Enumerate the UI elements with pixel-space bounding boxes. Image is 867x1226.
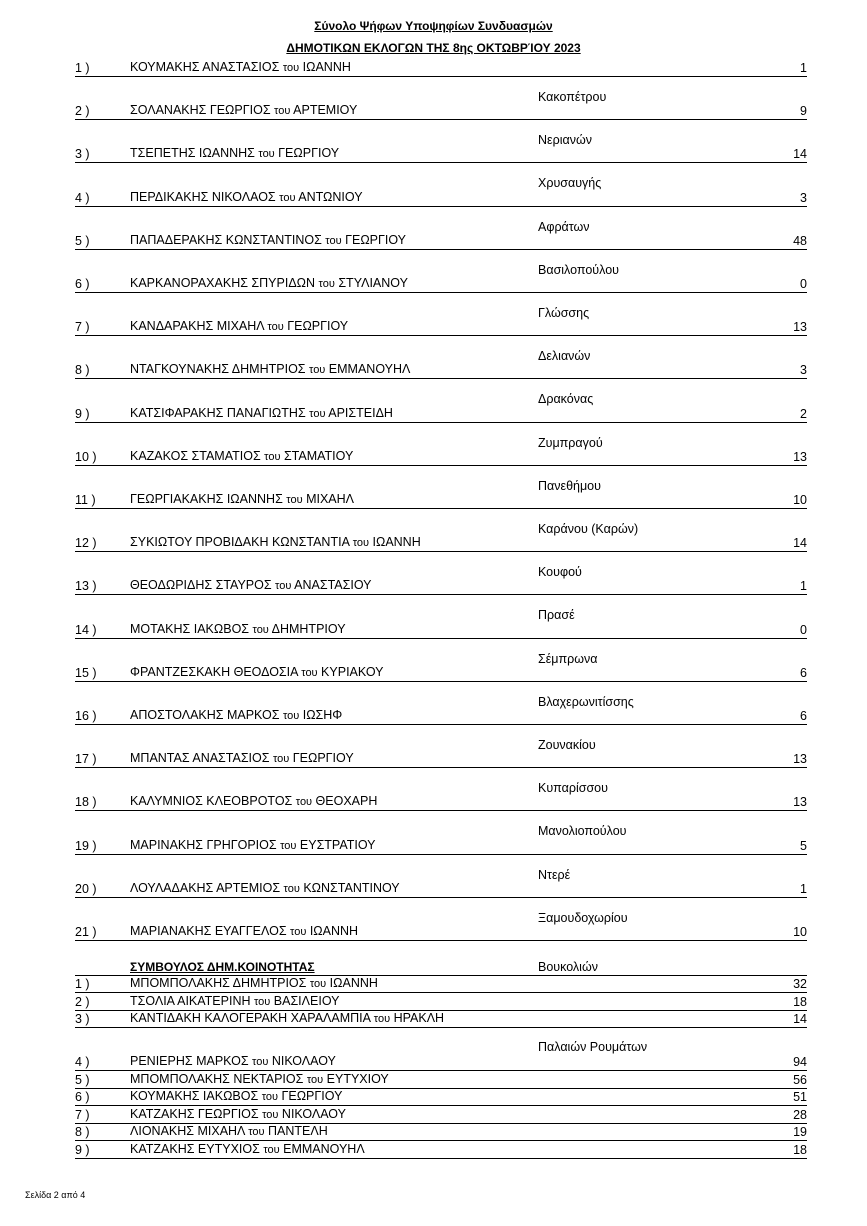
candidate-name: ΠΕΡΔΙΚΑΚΗΣ ΝΙΚΟΛΑΟΣ του ΑΝΤΩΝΙΟΥ xyxy=(130,189,363,204)
vote-count: 19 xyxy=(793,1125,807,1140)
candidate-name: ΦΡΑΝΤΖΕΣΚΑΚΗ ΘΕΟΔΟΣΙΑ του ΚΥΡΙΑΚΟΥ xyxy=(130,664,384,679)
location-label: Μανολιοπούλου xyxy=(538,824,627,839)
table-row xyxy=(75,320,807,336)
location-label: Πανεθήμου xyxy=(538,478,601,493)
table-row xyxy=(75,666,807,682)
candidate-name: ΜΑΡΙΝΑΚΗΣ ΓΡΗΓΟΡΙΟΣ του ΕΥΣΤΡΑΤΙΟΥ xyxy=(130,837,376,852)
vote-count: 14 xyxy=(793,536,807,551)
row-number: 8 ) xyxy=(75,363,90,378)
table-row xyxy=(75,993,807,1011)
vote-count: 14 xyxy=(793,1012,807,1026)
candidate-name: ΤΣΟΛΙΑ ΑΙΚΑΤΕΡΙΝΗ του ΒΑΣΙΛΕΙΟΥ xyxy=(130,993,340,1008)
candidate-name: ΤΣΕΠΕΤΗΣ ΙΩΑΝΝΗΣ του ΓΕΩΡΓΙΟΥ xyxy=(130,146,340,161)
table-row xyxy=(75,277,807,293)
location-label: Αφράτων xyxy=(538,219,590,234)
vote-count: 13 xyxy=(793,449,807,464)
vote-count: 18 xyxy=(793,994,807,1009)
vote-count: 1 xyxy=(800,881,807,896)
row-number: 13 ) xyxy=(75,579,97,594)
vote-count: 3 xyxy=(800,363,807,378)
vote-count: 6 xyxy=(800,665,807,680)
table-row xyxy=(75,1056,807,1071)
vote-count: 6 xyxy=(800,709,807,723)
table-row xyxy=(75,191,807,207)
table-row xyxy=(75,752,807,768)
row-number: 10 ) xyxy=(75,449,97,464)
section-label: ΣΥΜΒΟΥΛΟΣ ΔΗΜ.ΚΟΙΝΟΤΗΤΑΣ xyxy=(130,960,315,974)
candidate-name: ΚΑΝΔΑΡΑΚΗΣ ΜΙΧΑΗΛ του ΓΕΩΡΓΙΟΥ xyxy=(130,319,349,334)
vote-count: 10 xyxy=(793,493,807,507)
candidate-name: ΜΠΟΜΠΟΛΑΚΗΣ ΝΕΚΤΑΡΙΟΣ του ΕΥΤΥΧΙΟΥ xyxy=(130,1071,389,1086)
location-label: Ζυμπραγού xyxy=(538,435,603,450)
table-row xyxy=(75,882,807,898)
row-number: 8 ) xyxy=(75,1125,90,1140)
table-row xyxy=(75,579,807,595)
row-number: 5 ) xyxy=(75,233,90,248)
location-label: Βουκολιών xyxy=(538,960,598,974)
row-number: 9 ) xyxy=(75,406,90,421)
candidate-name: ΡΕΝΙΕΡΗΣ ΜΑΡΚΟΣ του ΝΙΚΟΛΑΟΥ xyxy=(130,1054,336,1068)
location-label: Βασιλοπούλου xyxy=(538,262,619,277)
table-row xyxy=(75,493,807,509)
row-number: 1 ) xyxy=(75,977,90,991)
row-number: 16 ) xyxy=(75,709,97,723)
document-title: Σύνολο Ψήφων Υποψηφίων Συνδυασμών xyxy=(314,19,553,33)
vote-count: 10 xyxy=(793,925,807,939)
vote-count: 28 xyxy=(793,1107,807,1122)
vote-count: 1 xyxy=(800,61,807,75)
table-row xyxy=(75,450,807,466)
row-number: 6 ) xyxy=(75,277,90,291)
vote-count: 51 xyxy=(793,1090,807,1105)
table-row xyxy=(75,795,807,811)
table-row xyxy=(75,363,807,379)
table-row xyxy=(75,1071,807,1089)
location-label: Κυπαρίσσου xyxy=(538,781,608,796)
row-number: 3 ) xyxy=(75,147,90,162)
table-row xyxy=(75,623,807,639)
table-row xyxy=(75,234,807,250)
candidate-name: ΚΟΥΜΑΚΗΣ ΙΑΚΩΒΟΣ του ΓΕΩΡΓΙΟΥ xyxy=(130,1089,343,1104)
vote-count: 13 xyxy=(793,320,807,335)
location-label: Γλώσσης xyxy=(538,306,590,320)
row-number: 4 ) xyxy=(75,1055,90,1069)
table-row xyxy=(75,61,807,77)
candidate-name: ΚΑΡΚΑΝΟΡΑΧΑΚΗΣ ΣΠΥΡΙΔΩΝ του ΣΤΥΛΙΑΝΟΥ xyxy=(130,276,408,290)
row-number: 5 ) xyxy=(75,1072,90,1087)
table-row xyxy=(75,925,807,941)
vote-count: 13 xyxy=(793,752,807,767)
row-number: 11 ) xyxy=(75,493,96,507)
candidate-name: ΓΕΩΡΓΙΑΚΑΚΗΣ ΙΩΑΝΝΗΣ του ΜΙΧΑΗΛ xyxy=(130,492,355,506)
row-number: 12 ) xyxy=(75,536,97,551)
vote-count: 13 xyxy=(793,795,807,810)
candidate-name: ΣΟΛΑΝΑΚΗΣ ΓΕΩΡΓΙΟΣ του ΑΡΤΕΜΙΟΥ xyxy=(130,103,358,118)
location-label: Καράνου (Καρών) xyxy=(538,522,639,536)
vote-count: 9 xyxy=(800,104,807,119)
row-number: 6 ) xyxy=(75,1090,90,1105)
candidate-name: ΛΙΟΝΑΚΗΣ ΜΙΧΑΗΛ του ΠΑΝΤΕΛΗ xyxy=(130,1124,328,1139)
candidate-name: ΜΑΡΙΑΝΑΚΗΣ ΕΥΑΓΓΕΛΟΣ του ΙΩΑΝΝΗ xyxy=(130,924,359,938)
table-row xyxy=(75,536,807,552)
candidate-name: ΚΑΤΣΙΦΑΡΑΚΗΣ ΠΑΝΑΓΙΩΤΗΣ του ΑΡΙΣΤΕΙΔΗ xyxy=(130,405,393,420)
page-footer: Σελίδα 2 από 4 xyxy=(25,1190,86,1200)
candidate-name: ΚΑΖΑΚΟΣ ΣΤΑΜΑΤΙΟΣ του ΣΤΑΜΑΤΙΟΥ xyxy=(130,448,354,463)
row-number: 9 ) xyxy=(75,1143,90,1157)
row-number: 2 ) xyxy=(75,104,90,119)
candidate-name: ΛΟΥΛΑΔΑΚΗΣ ΑΡΤΕΜΙΟΣ του ΚΩΝΣΤΑΝΤΙΝΟΥ xyxy=(130,880,400,895)
vote-count: 94 xyxy=(793,1055,807,1069)
candidate-name: ΚΑΤΖΑΚΗΣ ΕΥΤΥΧΙΟΣ του ΕΜΜΑΝΟΥΗΛ xyxy=(130,1142,365,1156)
vote-count: 56 xyxy=(793,1072,807,1087)
vote-count: 0 xyxy=(800,622,807,637)
vote-count: 2 xyxy=(800,406,807,421)
location-label: Παλαιών Ρουμάτων xyxy=(538,1040,648,1054)
location-label: Δελιανών xyxy=(538,349,591,364)
table-row xyxy=(75,839,807,855)
section-header xyxy=(75,960,807,976)
location-label: Κακοπέτρου xyxy=(538,90,607,104)
candidate-name: ΝΤΑΓΚΟΥΝΑΚΗΣ ΔΗΜΗΤΡΙΟΣ του ΕΜΜΑΝΟΥΗΛ xyxy=(130,362,411,377)
candidate-name: ΣΥΚΙΩΤΟΥ ΠΡΟΒΙΔΑΚΗ ΚΩΝΣΤΑΝΤΙΑ του ΙΩΑΝΝΗ xyxy=(130,535,421,550)
location-label: Βλαχερωνιτίσσης xyxy=(538,694,634,709)
row-number: 4 ) xyxy=(75,190,90,205)
table-row xyxy=(75,407,807,423)
location-label: Πρασέ xyxy=(538,608,575,623)
location-label: Χρυσαυγής xyxy=(538,176,602,191)
candidate-name: ΠΑΠΑΔΕΡΑΚΗΣ ΚΩΝΣΤΑΝΤΙΝΟΣ του ΓΕΩΡΓΙΟΥ xyxy=(130,232,407,247)
vote-count: 5 xyxy=(800,838,807,853)
vote-count: 0 xyxy=(800,277,807,291)
location-label: Ντερέ xyxy=(538,867,571,882)
table-row xyxy=(75,104,807,120)
candidate-name: ΚΑΝΤΙΔΑΚΗ ΚΑΛΟΓΕΡΑΚΗ ΧΑΡΑΛΑΜΠΙΑ του ΗΡΑΚΛΗ xyxy=(130,1011,445,1025)
row-number: 20 ) xyxy=(75,881,97,896)
vote-count: 1 xyxy=(800,579,807,594)
location-label: Ξαμουδοχωρίου xyxy=(538,910,628,925)
table-row xyxy=(75,1144,807,1159)
row-number: 2 ) xyxy=(75,994,90,1009)
row-number: 19 ) xyxy=(75,838,97,853)
vote-count: 18 xyxy=(793,1143,807,1157)
row-number: 14 ) xyxy=(75,622,97,637)
candidate-name: ΚΑΤΖΑΚΗΣ ΓΕΩΡΓΙΟΣ του ΝΙΚΟΛΑΟΥ xyxy=(130,1106,346,1121)
row-number: 17 ) xyxy=(75,752,97,767)
row-number: 7 ) xyxy=(75,1107,90,1122)
table-row xyxy=(75,147,807,163)
row-number: 18 ) xyxy=(75,795,97,810)
location-label: Σέμπρωνα xyxy=(538,651,598,666)
vote-count: 32 xyxy=(793,977,807,991)
candidate-name: ΜΠΑΝΤΑΣ ΑΝΑΣΤΑΣΙΟΣ του ΓΕΩΡΓΙΟΥ xyxy=(130,751,354,766)
row-number: 21 ) xyxy=(75,925,97,939)
table-row xyxy=(75,1013,807,1028)
candidate-name: ΜΠΟΜΠΟΛΑΚΗΣ ΔΗΜΗΤΡΙΟΣ του ΙΩΑΝΝΗ xyxy=(130,976,378,990)
table-row xyxy=(75,1126,807,1141)
row-number: 1 ) xyxy=(75,61,90,75)
table-row xyxy=(75,1091,807,1106)
candidate-name: ΘΕΟΔΩΡΙΔΗΣ ΣΤΑΥΡΟΣ του ΑΝΑΣΤΑΣΙΟΥ xyxy=(130,578,372,593)
vote-count: 48 xyxy=(793,233,807,248)
table-row xyxy=(75,978,807,993)
candidate-name: ΜΟΤΑΚΗΣ ΙΑΚΩΒΟΣ του ΔΗΜΗΤΡΙΟΥ xyxy=(130,621,346,636)
location-label: Ζουνακίου xyxy=(538,738,596,752)
table-row xyxy=(75,709,807,725)
candidate-name: ΚΟΥΜΑΚΗΣ ΑΝΑΣΤΑΣΙΟΣ του ΙΩΑΝΝΗ xyxy=(130,60,351,74)
row-number: 3 ) xyxy=(75,1012,90,1026)
candidate-name: ΚΑΛΥΜΝΙΟΣ ΚΛΕΟΒΡΟΤΟΣ του ΘΕΟΧΑΡΗ xyxy=(130,794,378,809)
vote-count: 14 xyxy=(793,147,807,162)
row-number: 7 ) xyxy=(75,320,90,335)
table-row xyxy=(75,1106,807,1124)
location-label: Νεριανών xyxy=(538,133,592,148)
vote-count: 3 xyxy=(800,190,807,205)
location-label: Δρακόνας xyxy=(538,392,594,407)
candidate-name: ΑΠΟΣΤΟΛΑΚΗΣ ΜΑΡΚΟΣ του ΙΩΣΗΦ xyxy=(130,708,343,722)
document-subtitle: ΔΗΜΟΤΙΚΩΝ ΕΚΛΟΓΩΝ ΤΗΣ 8ης ΟΚΤΩΒΡΊΟΥ 2023 xyxy=(286,41,581,55)
location-label: Κουφού xyxy=(538,565,582,580)
row-number: 15 ) xyxy=(75,665,97,680)
